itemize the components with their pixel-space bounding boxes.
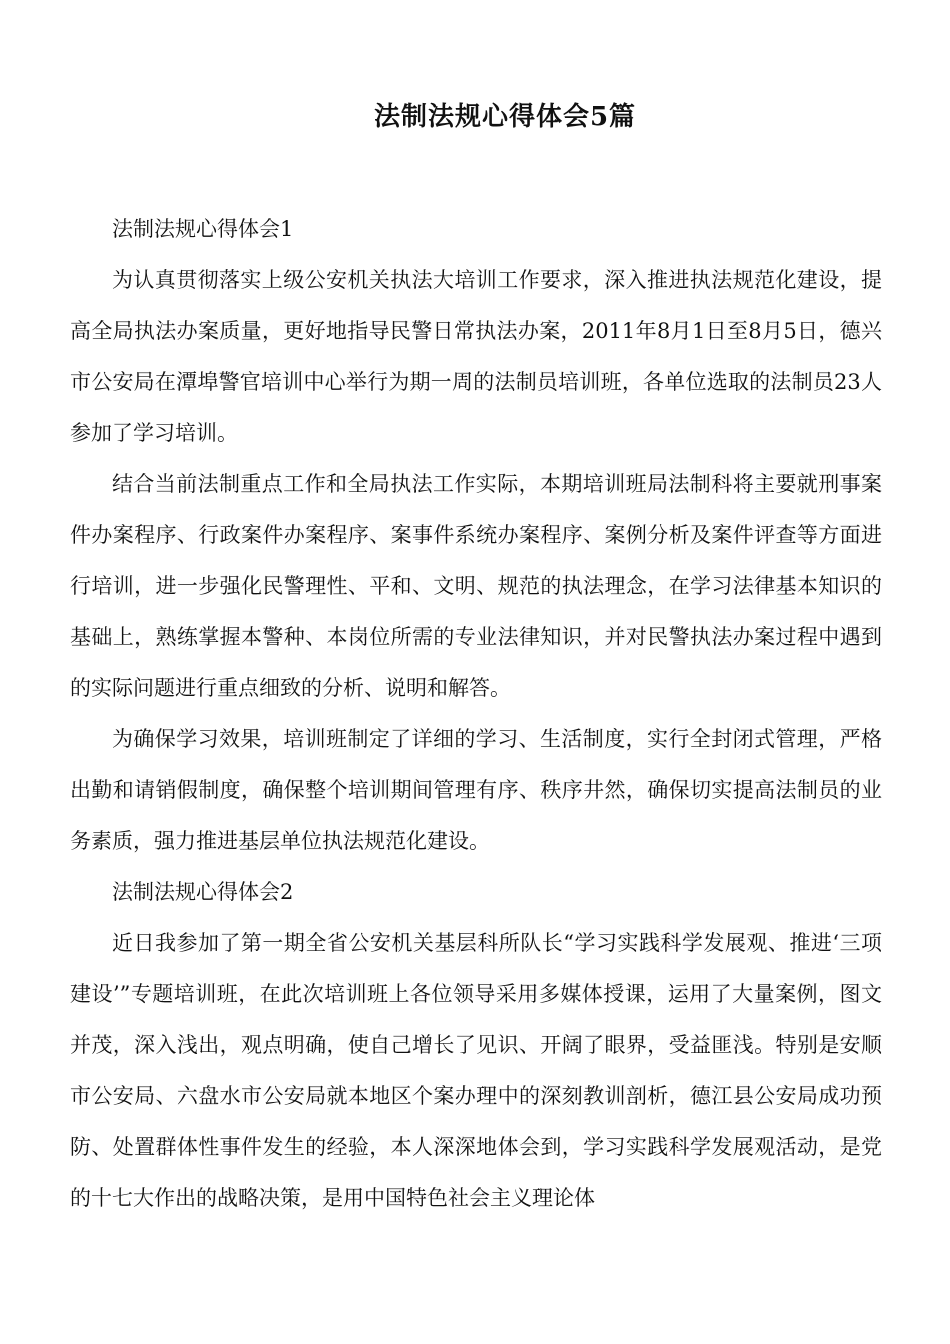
paragraph-4: 近日我参加了第一期全省公安机关基层科所队长“学习实践科学发展观、推进‘三项建设’”专题培训班，在此次培训班上各位领导采用多媒体授课，运用了大量案例，图文并茂，深入浅出，观点明确，使自己增长了见识、开阔了眼界，受益匪浅。特别是安顺市公安局、六盘水市公安局就本地区个案办理中的深刻教训剖析，德江县公安局成功预防、处置群体性事件发生的经验，本人深深地体会到，学习实践科学发展观活动，是党的十七大作出的战略决策，是用中国特色社会主义理论体 bbox=[70, 931, 882, 1210]
document-body bbox=[70, 204, 882, 1224]
paragraph-3: 为确保学习效果，培训班制定了详细的学习、生活制度，实行全封闭式管理，严格出勤和请销假制度，确保整个培训期间管理有序、秩序井然，确保切实提高法制员的业务素质，强力推进基层单位执法规范化建设。 bbox=[70, 727, 882, 853]
paragraph-2: 结合当前法制重点工作和全局执法工作实际，本期培训班局法制科将主要就刑事案件办案程序、行政案件办案程序、案事件系统办案程序、案例分析及案件评查等方面进行培训，进一步强化民警理性、平和、文明、规范的执法理念，在学习法律基本知识的基础上，熟练掌握本警种、本岗位所需的专业法律知识，并对民警执法办案过程中遇到的实际问题进行重点细致的分析、说明和解答。 bbox=[70, 472, 882, 700]
document-title: 法制法规心得体会5篇 bbox=[373, 102, 637, 132]
paragraph-1: 为认真贯彻落实上级公安机关执法大培训工作要求，深入推进执法规范化建设，提高全局执法办案质量，更好地指导民警日常执法办案，2011年8月1日至8月5日，德兴市公安局在潭埠警官培训中心举行为期一周的法制员培训班，各单位选取的法制员23人参加了学习培训。 bbox=[70, 268, 882, 445]
section-heading-2: 法制法规心得体会2 bbox=[112, 880, 294, 904]
section-heading-1: 法制法规心得体会1 bbox=[112, 217, 294, 241]
document-page bbox=[70, 0, 882, 1344]
